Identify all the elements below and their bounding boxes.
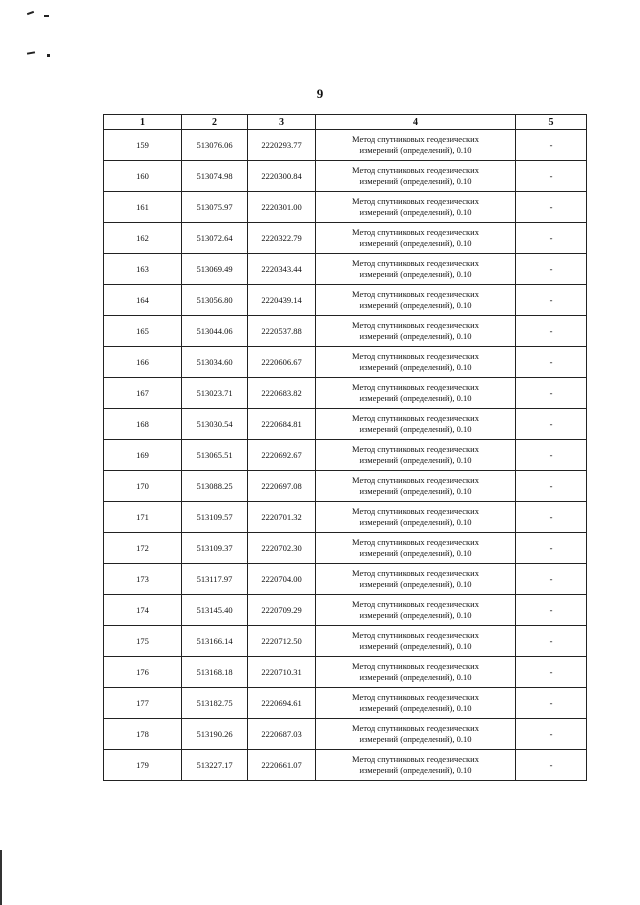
point-number: 168 [104,409,182,440]
table-row [104,223,587,254]
method-cell [316,130,516,161]
scan-edge [0,850,2,905]
method-cell [316,192,516,223]
method-text-line1: Метод спутниковых геодезических [352,630,479,640]
page-number: 9 [316,86,324,101]
table-row [104,347,587,378]
note-cell: - [516,316,587,347]
method-text-line1: Метод спутниковых геодезических [352,754,479,764]
note-cell: - [516,161,587,192]
point-number: 171 [104,502,182,533]
method-cell [316,533,516,564]
method-cell [316,595,516,626]
point-number: 163 [104,254,182,285]
point-number: 165 [104,316,182,347]
method-text-line1: Метод спутниковых геодезических [352,568,479,578]
table-row [104,657,587,688]
table-row [104,316,587,347]
method-cell [316,223,516,254]
note-cell: - [516,347,587,378]
coordinate-x: 513075.97 [182,192,248,223]
note-cell: - [516,409,587,440]
coordinate-y: 2220701.32 [248,502,316,533]
method-text-line1: Метод спутниковых геодезических [352,723,479,733]
note-cell: - [516,750,587,781]
coordinate-x: 513034.60 [182,347,248,378]
method-text-line2: измерений (определений), 0.10 [359,269,472,279]
coordinate-x: 513117.97 [182,564,248,595]
point-number: 178 [104,719,182,750]
method-cell [316,688,516,719]
coordinate-x: 513030.54 [182,409,248,440]
method-text-line2: измерений (определений), 0.10 [359,641,472,651]
point-number: 164 [104,285,182,316]
table-row [104,254,587,285]
table-row [104,595,587,626]
note-cell: - [516,130,587,161]
method-text-line1: Метод спутниковых геодезических [352,599,479,609]
coordinate-x: 513076.06 [182,130,248,161]
method-cell [316,750,516,781]
coordinate-y: 2220702.30 [248,533,316,564]
method-text-line1: Метод спутниковых геодезических [352,289,479,299]
method-cell [316,626,516,657]
method-text-line2: измерений (определений), 0.10 [359,331,472,341]
note-cell: - [516,533,587,564]
coordinate-x: 513145.40 [182,595,248,626]
coordinate-y: 2220712.50 [248,626,316,657]
table-row [104,719,587,750]
table-row [104,192,587,223]
table-row [104,564,587,595]
point-number: 161 [104,192,182,223]
method-cell [316,161,516,192]
note-cell: - [516,285,587,316]
method-text-line1: Метод спутниковых геодезических [352,413,479,423]
coordinate-x: 513056.80 [182,285,248,316]
method-text-line2: измерений (определений), 0.10 [359,672,472,682]
column-header: 3 [248,115,316,130]
table-row [104,471,587,502]
method-text-line2: измерений (определений), 0.10 [359,765,472,775]
scan-artifact [44,15,49,17]
coordinate-x: 513182.75 [182,688,248,719]
method-text-line1: Метод спутниковых геодезических [352,320,479,330]
point-number: 177 [104,688,182,719]
method-text-line2: измерений (определений), 0.10 [359,238,472,248]
coordinate-y: 2220694.61 [248,688,316,719]
method-text-line2: измерений (определений), 0.10 [359,300,472,310]
coordinate-x: 513069.49 [182,254,248,285]
method-text-line1: Метод спутниковых геодезических [352,506,479,516]
note-cell: - [516,192,587,223]
method-cell [316,285,516,316]
method-text-line2: измерений (определений), 0.10 [359,548,472,558]
method-text-line2: измерений (определений), 0.10 [359,455,472,465]
coordinate-x: 513023.71 [182,378,248,409]
coordinate-x: 513074.98 [182,161,248,192]
coordinate-x: 513072.64 [182,223,248,254]
method-text-line2: измерений (определений), 0.10 [359,362,472,372]
method-text-line1: Метод спутниковых геодезических [352,661,479,671]
method-cell [316,440,516,471]
point-number: 159 [104,130,182,161]
method-text-line1: Метод спутниковых геодезических [352,258,479,268]
method-cell [316,378,516,409]
table-row [104,285,587,316]
table-row [104,409,587,440]
point-number: 166 [104,347,182,378]
table-row [104,502,587,533]
point-number: 162 [104,223,182,254]
coordinate-y: 2220710.31 [248,657,316,688]
coordinate-x: 513109.57 [182,502,248,533]
coordinate-y: 2220322.79 [248,223,316,254]
point-number: 169 [104,440,182,471]
point-number: 167 [104,378,182,409]
method-text-line2: измерений (определений), 0.10 [359,486,472,496]
scan-artifact [47,54,50,57]
note-cell: - [516,595,587,626]
method-text-line2: измерений (определений), 0.10 [359,579,472,589]
point-number: 179 [104,750,182,781]
coordinate-y: 2220439.14 [248,285,316,316]
column-header: 4 [316,115,516,130]
method-text-line2: измерений (определений), 0.10 [359,610,472,620]
method-cell [316,719,516,750]
note-cell: - [516,223,587,254]
point-number: 176 [104,657,182,688]
coordinate-x: 513190.26 [182,719,248,750]
method-text-line1: Метод спутниковых геодезических [352,134,479,144]
coordinate-y: 2220704.00 [248,564,316,595]
point-number: 173 [104,564,182,595]
coordinate-y: 2220293.77 [248,130,316,161]
coordinates-table [103,114,587,781]
scan-artifact [27,11,34,15]
table-header-row [104,115,587,130]
method-text-line2: измерений (определений), 0.10 [359,734,472,744]
table-row [104,378,587,409]
method-text-line2: измерений (определений), 0.10 [359,703,472,713]
column-header: 2 [182,115,248,130]
coordinate-y: 2220537.88 [248,316,316,347]
method-text-line2: измерений (определений), 0.10 [359,145,472,155]
method-cell [316,657,516,688]
table-row [104,533,587,564]
point-number: 160 [104,161,182,192]
coordinate-x: 513065.51 [182,440,248,471]
coordinate-x: 513088.25 [182,471,248,502]
coordinate-y: 2220606.67 [248,347,316,378]
coordinate-y: 2220709.29 [248,595,316,626]
note-cell: - [516,378,587,409]
coordinate-x: 513044.06 [182,316,248,347]
method-text-line1: Метод спутниковых геодезических [352,692,479,702]
scan-artifact [27,51,35,54]
method-text-line1: Метод спутниковых геодезических [352,444,479,454]
method-cell [316,502,516,533]
table-row [104,688,587,719]
table-row [104,161,587,192]
method-cell [316,409,516,440]
coordinate-x: 513227.17 [182,750,248,781]
note-cell: - [516,254,587,285]
method-text-line1: Метод спутниковых геодезических [352,351,479,361]
point-number: 170 [104,471,182,502]
note-cell: - [516,471,587,502]
coordinate-x: 513166.14 [182,626,248,657]
note-cell: - [516,564,587,595]
table-row [104,750,587,781]
table-row [104,130,587,161]
point-number: 172 [104,533,182,564]
method-text-line1: Метод спутниковых геодезических [352,382,479,392]
note-cell: - [516,719,587,750]
method-cell [316,564,516,595]
coordinate-y: 2220697.08 [248,471,316,502]
table-row [104,626,587,657]
method-text-line2: измерений (определений), 0.10 [359,517,472,527]
method-text-line1: Метод спутниковых геодезических [352,475,479,485]
coordinate-y: 2220683.82 [248,378,316,409]
table-row [104,440,587,471]
coordinate-y: 2220301.00 [248,192,316,223]
coordinate-y: 2220687.03 [248,719,316,750]
note-cell: - [516,502,587,533]
coordinate-x: 513168.18 [182,657,248,688]
coordinate-y: 2220343.44 [248,254,316,285]
method-cell [316,316,516,347]
table-body [104,130,587,781]
column-header: 5 [516,115,587,130]
method-cell [316,254,516,285]
method-text-line2: измерений (определений), 0.10 [359,207,472,217]
coordinate-y: 2220300.84 [248,161,316,192]
method-text-line2: измерений (определений), 0.10 [359,424,472,434]
method-text-line1: Метод спутниковых геодезических [352,165,479,175]
coordinate-y: 2220684.81 [248,409,316,440]
method-text-line1: Метод спутниковых геодезических [352,227,479,237]
coordinate-y: 2220661.07 [248,750,316,781]
note-cell: - [516,626,587,657]
note-cell: - [516,688,587,719]
method-text-line2: измерений (определений), 0.10 [359,393,472,403]
method-text-line2: измерений (определений), 0.10 [359,176,472,186]
method-cell [316,347,516,378]
method-text-line1: Метод спутниковых геодезических [352,196,479,206]
coordinate-y: 2220692.67 [248,440,316,471]
coordinate-x: 513109.37 [182,533,248,564]
point-number: 175 [104,626,182,657]
method-text-line1: Метод спутниковых геодезических [352,537,479,547]
column-header: 1 [104,115,182,130]
point-number: 174 [104,595,182,626]
method-cell [316,471,516,502]
note-cell: - [516,440,587,471]
note-cell: - [516,657,587,688]
